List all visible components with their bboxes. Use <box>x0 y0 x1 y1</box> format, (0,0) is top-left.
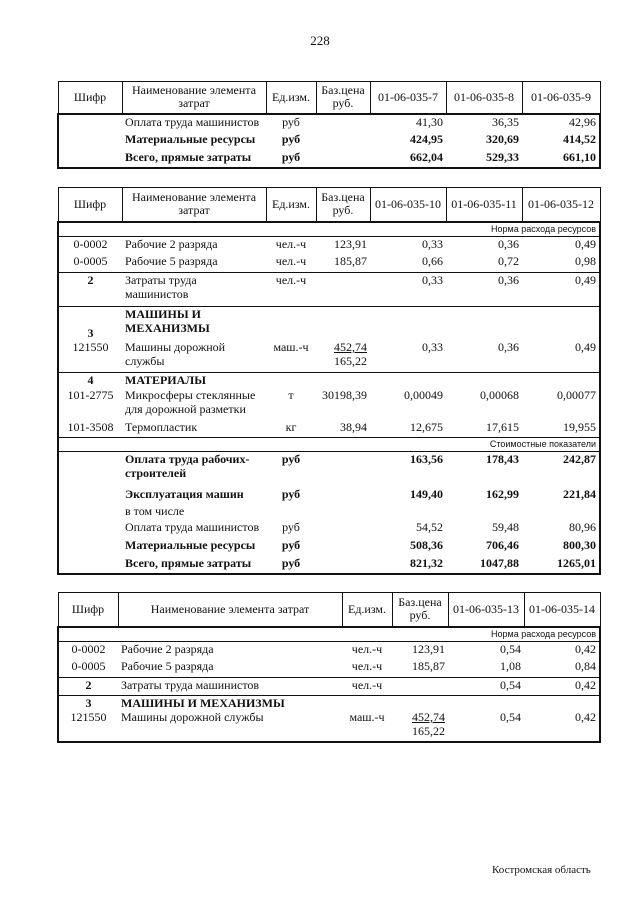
header-col: 01-06-035-10 <box>370 188 446 222</box>
cost-label: Стоимостные показатели <box>58 437 600 451</box>
cost-table-2 <box>57 187 601 575</box>
norm-label: Норма расхода ресурсов <box>491 223 596 234</box>
table-row: 0-0002 Рабочие 2 разряда чел.-ч 123,91 0,33 0,36 0,49 <box>58 236 600 254</box>
table-row: в том числе <box>125 504 185 518</box>
header-name: Наименование элемента затрат <box>122 188 266 222</box>
table-row: 0-0005 Рабочие 5 разряда чел.-ч 185,87 0,66 0,72 0,98 <box>73 254 596 268</box>
price-b: 165,22 <box>412 724 445 738</box>
header-col: 01-06-035-9 <box>522 82 600 114</box>
table-row: 101-2775 Микросферы стеклянные для дорожной разметки т 30198,39 0,00049 0,00068 0,00077 <box>67 388 596 416</box>
header-price: Баз.цена руб. <box>392 593 448 627</box>
table-row: 0-0002 Рабочие 2 разряда чел.-ч 123,91 0,54 0,42 <box>58 641 600 659</box>
norm-label: Норма расхода ресурсов <box>491 628 596 639</box>
table-row: 2 Затраты труда машинистов чел.-ч 0,33 0,36 0,49 <box>58 272 600 306</box>
header-code: Шифр <box>58 82 122 114</box>
header-col: 01-06-035-13 <box>448 593 524 627</box>
table-row: Оплата труда машинистов руб 54,52 59,48 80,96 <box>125 520 596 534</box>
header-unit: Ед.изм. <box>266 188 316 222</box>
table-row: Эксплуатация машин руб 149,40 162,99 221,84 <box>125 487 596 501</box>
header-unit: Ед.изм. <box>342 593 392 627</box>
header-name: Наименование элемента затрат <box>118 593 342 627</box>
table-row: 101-3508 Термопластик кг 38,94 12,675 17,615 19,955 <box>67 420 596 434</box>
header-price: Баз.цена руб. <box>316 82 370 114</box>
header-col: 01-06-035-8 <box>446 82 522 114</box>
header-col: 01-06-035-12 <box>522 188 600 222</box>
header-col: 01-06-035-14 <box>524 593 600 627</box>
table-row: Материальные ресурсы руб 508,36 706,46 800,30 <box>125 538 596 552</box>
cost-table-1 <box>57 81 601 169</box>
table-row: 0-0005 Рабочие 5 разряда чел.-ч 185,87 1,08 0,84 <box>71 659 596 673</box>
cost-table-3 <box>57 592 601 743</box>
table-row: Материальные ресурсы руб 424,95 320,69 414,52 <box>125 131 596 146</box>
table-row: 121550 Машины дорожной службы маш.-ч 452,74 165,22 0,33 0,36 0,49 <box>72 340 596 368</box>
table-row: 3 МАШИНЫ И МЕХАНИЗМЫ <box>58 695 600 710</box>
table-row: Всего, прямые затраты руб 662,04 529,33 661,10 <box>125 149 596 164</box>
table-row: 3 МАШИНЫ И МЕХАНИЗМЫ <box>58 306 600 340</box>
table-row: 2 Затраты труда машинистов чел.-ч 0,54 0,42 <box>58 677 600 695</box>
price-b: 165,22 <box>334 354 367 368</box>
table-row: Оплата труда рабочих-строителей руб 163,56 178,43 242,87 <box>58 451 600 487</box>
header-price: Баз.цена руб. <box>316 188 370 222</box>
header-col: 01-06-035-7 <box>370 82 446 114</box>
table-row: Всего, прямые затраты руб 821,32 1047,88 1265,01 <box>125 556 596 570</box>
header-name: Наименование элемента затрат <box>122 82 266 114</box>
header-unit: Ед.изм. <box>266 82 316 114</box>
price-a: 452,74 <box>334 340 367 354</box>
price-a: 452,74 <box>412 710 445 724</box>
footer-region: Костромская область <box>492 864 591 876</box>
table-row: 121550 Машины дорожной службы маш.-ч 452,74 165,22 0,54 0,42 <box>70 710 596 738</box>
table-row: 4 МАТЕРИАЛЫ <box>58 372 600 388</box>
header-col: 01-06-035-11 <box>446 188 522 222</box>
header-code: Шифр <box>58 188 122 222</box>
page-number: 228 <box>310 33 330 48</box>
header-code: Шифр <box>58 593 118 627</box>
table-row: Оплата труда машинистов руб 41,30 36,35 42,96 <box>125 114 596 129</box>
